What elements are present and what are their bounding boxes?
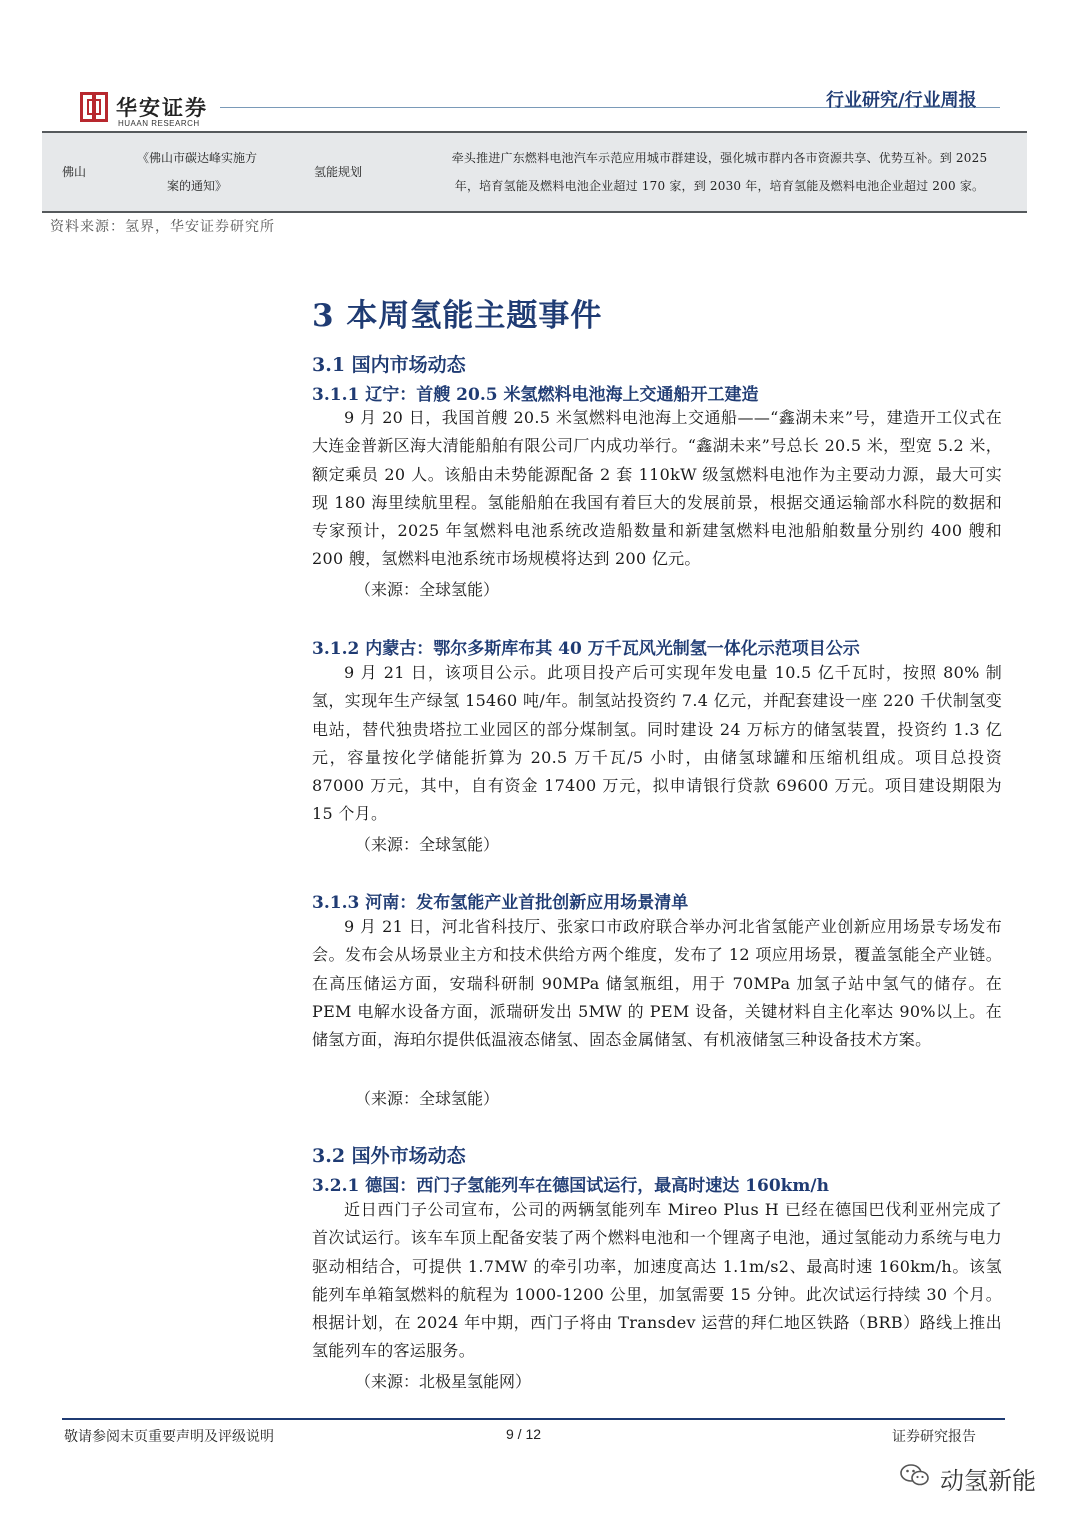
- page-number: 9 / 12: [506, 1426, 542, 1442]
- table-cell-document: [122, 144, 272, 200]
- logo-subtext: HUAAN RESEARCH: [118, 119, 200, 128]
- table-cell-document-line2: 案的通知》: [166, 179, 227, 193]
- logo-icon: [80, 92, 108, 122]
- table-cell-description: [422, 144, 1017, 200]
- footer-report-type: 证券研究报告: [892, 1429, 976, 1445]
- table-cell-type: 氢能规划: [314, 165, 363, 179]
- article-body-2: 9 月 21 日，该项目公示。此项目投产后可实现年发电量 10.5 亿千瓦时，按照 80% 制氢，实现年生产绿氢 15460 吨/年。制氢站投资约 7.4 亿元，并配套建设一座 220 千伏制氢变电站，替代独贵塔拉工业园区的部分煤制氢。同时建设 24 万标方的储氢装置，投资约 1.3 亿元，容量按化学储能折算为 20.5 万千瓦/5 小时，由储氢球罐和压缩机组成。项目总投资 87000 万元，其中，自有资金 17400 万元，拟申请银行贷款 69600 万元。项目建设期限为 15 个月。: [312, 663, 1002, 824]
- article-title-1: 3.1.1 辽宁：首艘 20.5 米氢燃料电池海上交通船开工建造: [312, 385, 759, 405]
- report-category: 行业研究/行业周报: [826, 90, 977, 111]
- article-source-1: （来源：全球氢能）: [355, 580, 500, 599]
- article-body-4: 近日西门子公司宣布，公司的两辆氢能列车 Mireo Plus H 已经在德国巴伐利亚州完成了首次试运行。该车车顶上配备安装了两个燃料电池和一个锂离子电池，通过氢能动力系统与电力驱动相结合，可提供 1.7MW 的牵引功率，加速度高达 1.1m/s2、最高时速 160km/h。该氢能列车单箱氢燃料的航程为 1000-1200 公里，加氢需要 15 分钟。此次试运行持续 30 个月。根据计划，在 2024 年中期，西门子将由 Transdev 运营的拜仁地区铁路（BRB）路线上推出氢能列车的客运服务。: [312, 1200, 1002, 1361]
- article-title-3: 3.1.3 河南：发布氢能产业首批创新应用场景清单: [312, 893, 689, 913]
- subsection-title-foreign: 3.2 国外市场动态: [312, 1145, 466, 1167]
- watermark-text: 动氢新能: [940, 1467, 1036, 1495]
- table-cell-description-line2: 年，培育氢能及燃料电池企业超过 170 家，到 2030 年，培育氢能及燃料电池企业超过 200 家。: [454, 179, 985, 193]
- table-source-note: 资料来源：氢界，华安证券研究所: [50, 219, 275, 235]
- table-cell-document-line1: 《佛山市碳达峰实施方: [136, 151, 257, 165]
- logo-text: 华安证券: [116, 95, 208, 120]
- table-cell-description-line1: 牵头推进广东燃料电池汽车示范应用城市群建设，强化城市群内各市资源共享、优势互补。到 2025: [451, 151, 988, 165]
- article-body-3: 9 月 21 日，河北省科技厅、张家口市政府联合举办河北省氢能产业创新应用场景专场发布会。发布会从场景业主方和技术供给方两个维度，发布了 12 项应用场景，覆盖氢能全产业链。在高压储运方面，安瑞科研制 90MPa 储氢瓶组，用于 70MPa 加氢子站中氢气的储存。在 PEM 电解水设备方面，派瑞研发出 5MW 的 PEM 设备，关键材料自主化率达 90%以上。在储氢方面，海珀尔提供低温液态储氢、固态金属储氢、有机液储氢三种设备技术方案。: [312, 917, 1002, 1050]
- article-title-2: 3.1.2 内蒙古：鄂尔多斯库布其 40 万千瓦风光制氢一体化示范项目公示: [312, 639, 860, 659]
- policy-table-row: [42, 131, 1027, 213]
- subsection-title-domestic: 3.1 国内市场动态: [312, 354, 466, 376]
- article-source-3: （来源：全球氢能）: [355, 1089, 500, 1108]
- article-source-2: （来源：全球氢能）: [355, 835, 500, 854]
- wechat-icon: [900, 1463, 930, 1487]
- article-source-4: （来源：北极星氢能网）: [355, 1372, 532, 1391]
- footer-disclaimer: 敬请参阅末页重要声明及评级说明: [64, 1429, 274, 1445]
- article-title-4: 3.2.1 德国：西门子氢能列车在德国试运行，最高时速达 160km/h: [312, 1176, 829, 1196]
- footer-divider: [62, 1418, 1005, 1420]
- article-body-1: 9 月 20 日，我国首艘 20.5 米氢燃料电池海上交通船——“鑫湖未来”号，建造开工仪式在大连金普新区海大清能船舶有限公司厂内成功举行。“鑫湖未来”号总长 20.5 米，型宽 5.2 米，额定乘员 20 人。该船由未势能源配备 2 套 110kW 级氢燃料电池作为主要动力源，最大可实现 180 海里续航里程。氢能船舶在我国有着巨大的发展前景，根据交通运输部水科院的数据和专家预计，2025 年氢燃料电池系统改造船数量和新建氢燃料电池船舶数量分别约 400 艘和 200 艘，氢燃料电池系统市场规模将达到 200 亿元。: [312, 408, 1002, 569]
- table-cell-city: 佛山: [62, 165, 87, 179]
- section-title: 3 本周氢能主题事件: [312, 298, 603, 334]
